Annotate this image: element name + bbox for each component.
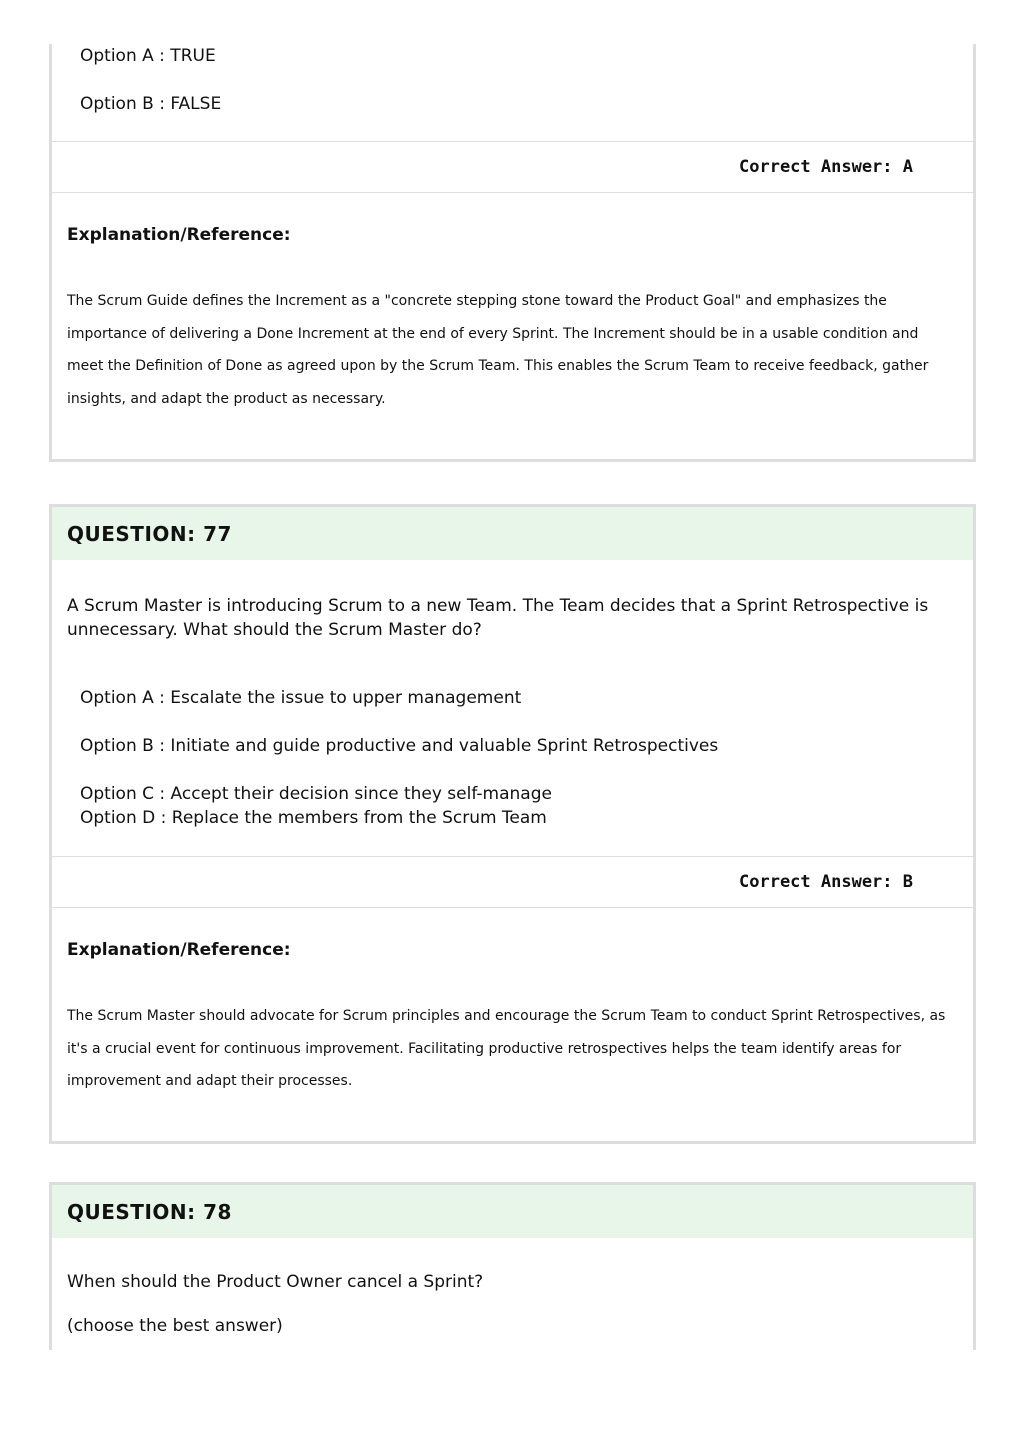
question-title: QUESTION: 77 (67, 521, 232, 546)
option-a: Option A : TRUE (80, 46, 216, 66)
option-d: Option D : Replace the members from the Scrum Team (80, 808, 547, 828)
question-77-card (49, 504, 976, 1144)
options-list (52, 44, 973, 116)
explanation-text: The Scrum Guide defines the Increment as a "concrete stepping stone toward the Product Goal" and emphasizes the importance of delivering a Done Increment at the end of every Sprint. The Increment should be in a usable condition and meet the Definition of Done as agreed upon by the Scrum Team. This enables the Scrum Team to receive feedback, gather insights, and adapt the product as necessary. (67, 293, 929, 407)
options-list (52, 642, 973, 830)
correct-answer: Correct Answer: A (739, 157, 913, 177)
question-text: A Scrum Master is introducing Scrum to a new Team. The Team decides that a Sprint Retrospective is unnecessary. What should the Scrum Master do? (67, 596, 929, 640)
explanation-title: Explanation/Reference: (67, 225, 291, 245)
option-c: Option C : Accept their decision since they self-manage (80, 784, 552, 804)
question-text: When should the Product Owner cancel a Sprint? (67, 1272, 484, 1292)
question-header (52, 507, 973, 560)
question-76-card (49, 44, 976, 462)
option-b: Option B : Initiate and guide productive and valuable Sprint Retrospectives (80, 736, 719, 756)
explanation-title: Explanation/Reference: (67, 940, 291, 960)
question-title: QUESTION: 78 (67, 1199, 232, 1224)
correct-answer: Correct Answer: B (739, 872, 913, 892)
question-78-card (49, 1182, 976, 1350)
option-b: Option B : FALSE (80, 94, 222, 114)
explanation-text: The Scrum Master should advocate for Scrum principles and encourage the Scrum Team to conduct Sprint Retrospectives, as it's a crucial event for continuous improvement. Facilitating productive retrospectives helps the team identify areas for improvement and adapt their processes. (67, 1008, 946, 1089)
option-a: Option A : Escalate the issue to upper management (80, 688, 522, 708)
question-header (52, 1185, 973, 1238)
question-note: (choose the best answer) (67, 1316, 283, 1336)
